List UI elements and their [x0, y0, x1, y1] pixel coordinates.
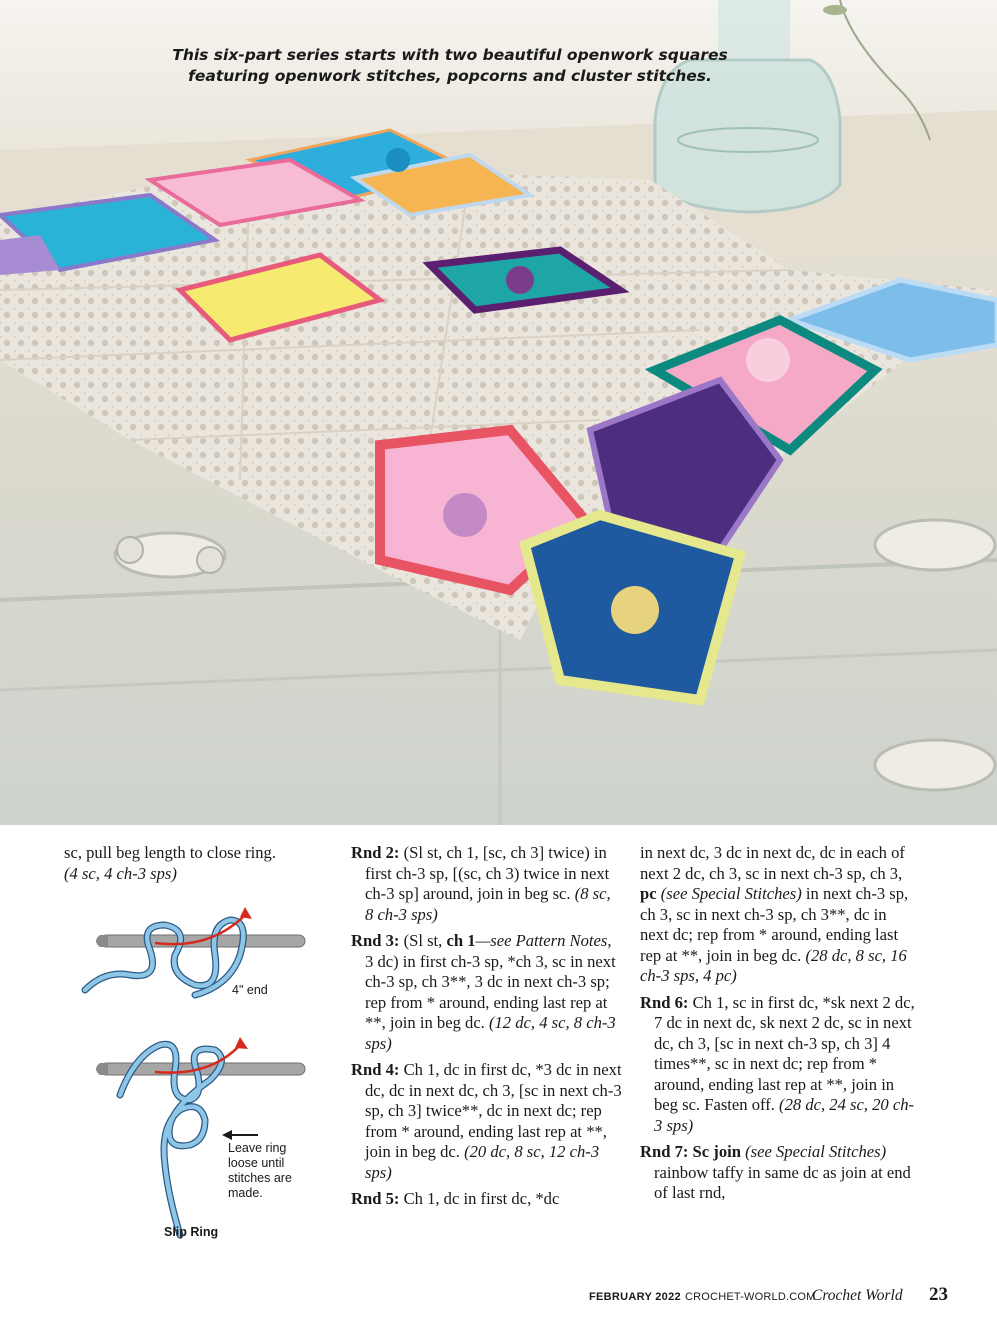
- round-7-label: Rnd 7: Sc join: [640, 1142, 741, 1161]
- round-6: [640, 993, 915, 1137]
- round-4-count: (20 dc, 8 sc, 12 ch-3 sps): [365, 1142, 600, 1182]
- ring-note-line-2: loose until: [228, 1156, 285, 1170]
- round-4: [351, 1060, 623, 1183]
- round-6-label: Rnd 6:: [640, 992, 689, 1012]
- round-4-text: Ch 1, dc in first dc, *3 dc in next dc, dc in next dc, ch 3, [sc in next ch-3 sp, ch 3] twice**, dc in next dc; rep from * around, ending last rep at **, join in beg dc.: [365, 1060, 622, 1161]
- photo-caption: [160, 45, 740, 87]
- round-6-text: Ch 1, sc in first dc, *sk next 2 dc, 7 dc in next dc, sk next 2 dc, sc in next dc, ch 3, [sc in next ch-3 sp, ch 3] 4 times**, sc in next dc; rep from * around, ending last rep at **, join in beg sc. Fasten off.: [654, 992, 915, 1114]
- caption-line-2: featuring openwork stitches, popcorns and cluster stitches.: [188, 67, 712, 85]
- footer-issue: FEBRUARY 2022: [589, 1291, 681, 1303]
- round-5: [351, 1189, 623, 1210]
- round-4-label: Rnd 4:: [351, 1060, 400, 1079]
- round-7-note: (see Special Stitches): [740, 1142, 887, 1161]
- round-5-cont-count: (28 dc, 8 sc, 16 ch-3 sps, 4 pc): [640, 945, 907, 985]
- ring-note: [228, 1141, 292, 1201]
- footer-magazine: Crochet World: [812, 1287, 903, 1304]
- text-column-2: [351, 843, 623, 1216]
- round-5-text: Ch 1, dc in first dc, *dc: [399, 1189, 560, 1208]
- ring-note-line-4: made.: [228, 1186, 263, 1200]
- round-3-text-b: , 3 dc) in first ch-3 sp, *ch 3, sc in next ch-3 sp, ch 3**, 3 dc in next ch-3 sp; rep from * around, ending last rep at **, join in beg dc.: [365, 931, 616, 1032]
- round-3-text-a: (Sl st,: [399, 931, 447, 950]
- round-2-count: (8 sc, 8 ch-3 sps): [365, 884, 611, 924]
- round-5-continued: [640, 843, 915, 987]
- round-7-text: rainbow taffy in same dc as join at end of last rnd,: [654, 1162, 911, 1202]
- ring-note-line-1: Leave ring: [228, 1141, 287, 1155]
- round-6-count: (28 dc, 24 sc, 20 ch-3 sps): [654, 1095, 915, 1135]
- round-2: [351, 843, 623, 925]
- slip-ring-illustration: [80, 895, 330, 1245]
- round-5-cont-text-a: in next dc, 3 dc in next dc, dc in each of next 2 dc, ch 3, sc in next ch-3 sp, ch 3,: [640, 843, 905, 883]
- footer-site: CROCHET-WORLD.COM: [685, 1291, 816, 1303]
- diagram-title: Slip Ring: [164, 1225, 219, 1239]
- ring-note-line-3: stitches are: [228, 1171, 292, 1185]
- end-label: 4" end: [232, 983, 268, 997]
- slip-ring-diagram: [80, 895, 330, 1245]
- continuation-text: [64, 843, 332, 884]
- round-2-label: Rnd 2:: [351, 843, 400, 862]
- text-column-3: [640, 843, 915, 1210]
- round-5-cont-text-b: in next ch-3 sp, ch 3, sc in next ch-3 sp, ch 3**, dc in next dc; rep from * around, ending last rep at **, join in beg dc.: [640, 884, 909, 965]
- round-3-label: Rnd 3:: [351, 931, 400, 950]
- round-7: [640, 1142, 915, 1204]
- round-5-cont-note: (see Special Stitches): [656, 884, 802, 903]
- round-3-bold: ch 1: [446, 931, 476, 950]
- text-column-1: [64, 843, 332, 884]
- round-5-label: Rnd 5:: [351, 1189, 400, 1208]
- page-number: 23: [929, 1284, 948, 1305]
- continuation-count: (4 sc, 4 ch-3 sps): [64, 863, 177, 883]
- continuation-line: sc, pull beg length to close ring.: [64, 843, 276, 862]
- round-3-count: (12 dc, 4 sc, 8 ch-3 sps): [365, 1013, 616, 1053]
- round-3: [351, 931, 623, 1054]
- round-5-cont-bold: pc: [640, 884, 657, 903]
- drawer-handle-left: [115, 533, 225, 577]
- round-3-note: —see Pattern Notes: [475, 931, 608, 950]
- round-2-text: (Sl st, ch 1, [sc, ch 3] twice) in first ch-3 sp, [(sc, ch 3) twice in next ch-3 sp] around, join in beg sc.: [365, 843, 610, 903]
- caption-line-1: This six-part series starts with two beautiful openwork squares: [172, 46, 728, 64]
